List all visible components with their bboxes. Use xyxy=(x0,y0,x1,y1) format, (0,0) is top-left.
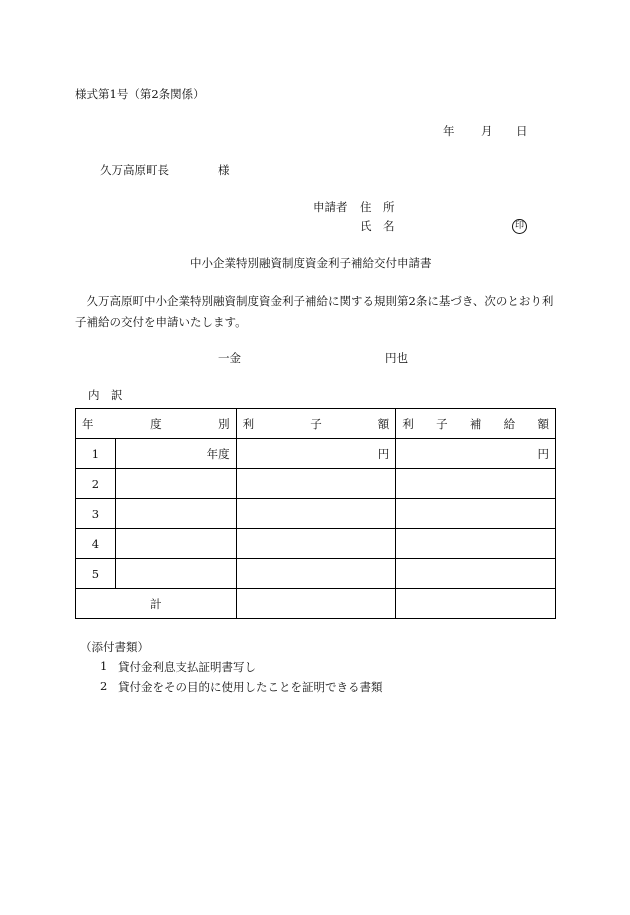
year-cell xyxy=(115,499,236,529)
interest-cell: 円 xyxy=(236,439,396,469)
row-number: 2 xyxy=(76,469,116,499)
header-year: 年 度 別 xyxy=(76,409,237,439)
date-month: 月 xyxy=(481,124,493,138)
attachment-item-text: 貸付金をその目的に使用したことを証明できる書類 xyxy=(118,680,383,694)
form-number: 様式第1号（第2条関係） xyxy=(75,87,205,101)
date-year: 年 xyxy=(443,124,455,138)
table-row xyxy=(76,469,556,499)
seal-mark: 印 xyxy=(512,217,527,234)
document-title: 中小企業特別融資制度資金利子補給交付申請書 xyxy=(190,256,432,270)
applicant-label: 申請者 xyxy=(313,200,348,214)
date-day: 日 xyxy=(516,124,528,138)
table-row xyxy=(76,439,556,469)
year-cell xyxy=(115,559,236,589)
header-subsidy: 利 子 補 給 額 xyxy=(396,409,556,439)
row-number: 5 xyxy=(76,559,116,589)
year-cell xyxy=(115,529,236,559)
interest-cell xyxy=(236,559,396,589)
year-cell xyxy=(115,469,236,499)
breakdown-table xyxy=(75,408,556,619)
applicant-name-label: 氏 名 xyxy=(360,219,395,233)
row-number: 3 xyxy=(76,499,116,529)
subsidy-cell xyxy=(396,499,556,529)
attachments-label: （添付書類） xyxy=(80,640,149,654)
subsidy-cell xyxy=(396,469,556,499)
attachment-item-text: 貸付金利息支払証明書写し xyxy=(118,660,256,674)
total-interest-cell xyxy=(236,589,396,619)
header-interest: 利 子 額 xyxy=(236,409,396,439)
total-subsidy-cell xyxy=(396,589,556,619)
attachment-item-number: 1 xyxy=(100,659,108,673)
attachment-item-number: 2 xyxy=(100,679,108,693)
row-number: 1 xyxy=(76,439,116,469)
subsidy-cell xyxy=(396,529,556,559)
amount-prefix: 一金 xyxy=(218,351,241,365)
body-paragraph: 久万高原町中小企業特別融資制度資金利子補給に関する規則第2条に基づき、次のとおり利子補給の交付を申請いたします。 xyxy=(75,294,554,329)
interest-cell xyxy=(236,529,396,559)
total-row xyxy=(76,589,556,619)
subsidy-cell xyxy=(396,559,556,589)
table-row xyxy=(76,529,556,559)
addressee-honorific: 様 xyxy=(218,163,230,177)
total-label: 計 xyxy=(76,589,237,619)
table-header-row xyxy=(76,409,556,439)
interest-cell xyxy=(236,469,396,499)
addressee-name: 久万高原町長 xyxy=(100,163,169,177)
table-row xyxy=(76,559,556,589)
amount-suffix: 円也 xyxy=(385,351,408,365)
breakdown-label: 内 訳 xyxy=(88,388,123,402)
row-number: 4 xyxy=(76,529,116,559)
table-row xyxy=(76,499,556,529)
year-cell: 年度 xyxy=(115,439,236,469)
subsidy-cell: 円 xyxy=(396,439,556,469)
interest-cell xyxy=(236,499,396,529)
applicant-address-label: 住 所 xyxy=(360,200,395,214)
